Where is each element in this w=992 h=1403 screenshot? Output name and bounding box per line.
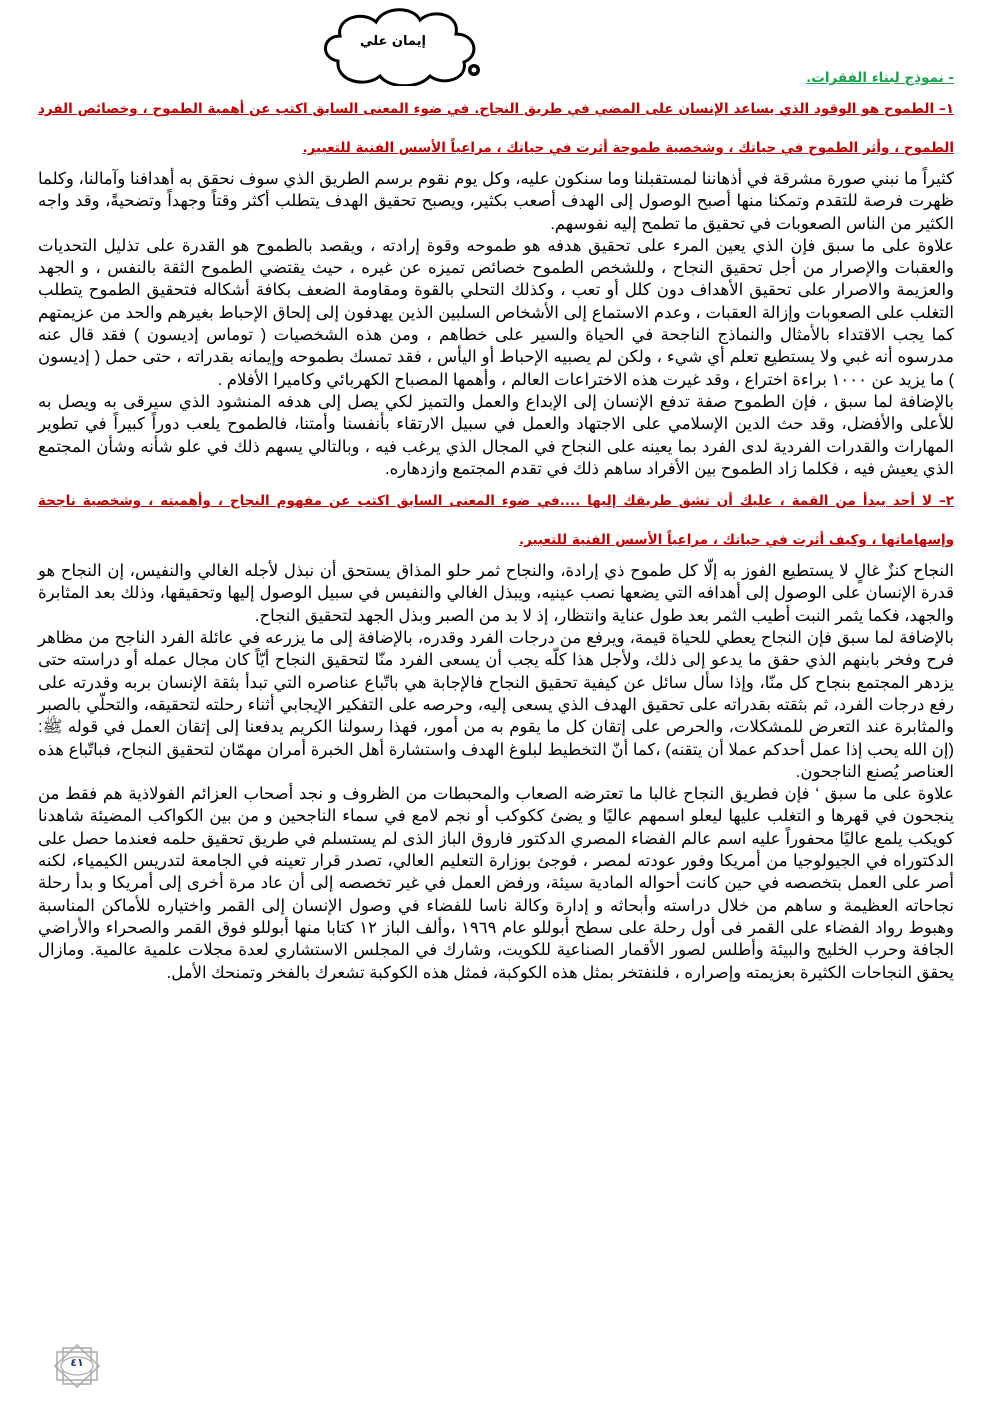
paragraph: علاوة على ما سبق فإن الذي يعين المرء على تحقيق هدفه هو طموحه وقوة إرادته ، ويقصد بالطموح هو القدرة على تذليل التحديات والعقبات والإصرار من أجل تحقيق النجاح ، وللشخص الطموح خصائص تميزه عن غيره ، حيث يقتضي الطموح الثقة بالنفس ، و الجهد والعزيمة والاصرار على تحقيق الأهداف دون كلل أو تعب ، وكذلك التحلي بالقوة ومقاومة الضعف بكافة أشكاله فتحقيق الطموح يتطلب التغلب على الصعوبات وإزالة العقبات ، وعدم الاستماع إلى الأشخاص السلبين الذين يهدفون إلى إلحاق الإحباط بغيرهم والحد من عزيمتهم كما يجب الاقتداء بالأمثال والنماذج الناجحة في الحياة والسير على خطاهم ، ومن هذه الشخصيات ( توماس إديسون ) فقد قال عنه مدرسوه أنه غبي ولا يستطيع تعلم أي شيء ، ولكن لم يصبيه الإحباط أو اليأس ، فقد تمسك بطموحه وإيمانه بقدراته ، حتى حمل ( إديسون ) ما يزيد عن ١٠٠٠ براءة اختراع ، وقد غيرت هذه الاختراعات العالم ، وأهمها المصباح الكهربائي وكاميرا الأفلام . xyxy=(38,236,954,389)
author-name: إيمان علي xyxy=(360,34,426,49)
topic-2 xyxy=(38,482,954,984)
topic-prompt: ١– الطموح هو الوقود الذي يساعد الإنسان على المضي في طريق النجاح. في ضوء المعنى السابق اكتب عن أهمية الطموح ، وخصائص الفرد الطموح ، وأثر الطموح في حياتك ، وشخصية طموحة أثرت في حياتك ، مراعياً الأسس الفنية للتعبير. xyxy=(38,101,954,156)
page-number: ٤١ xyxy=(70,1356,84,1369)
topic-prompt: ٢– لا أحد يبدأ من القمة ، عليك أن تشق طريقك إليها ....في ضوء المعنى السابق اكتب عن مفهوم النجاح ، وأهميته ، وشخصية ناجحة وإسهاماتها ، وكيف أثرت في حياتك ، مراعياً الأسس الفنية للتعبير. xyxy=(38,493,954,549)
paragraph: النجاح كنزٌ غالٍ لا يستطيع الفوز به إلّا كل طموح ذي إرادة، والنجاح ثمر حلو المذاق يستحق أن نبذل لأجله الغالي والنفيس، إن النجاح هو قدرة الإنسان على الوصول إلى أهدافه التي يضعها نصب عينيه، ويبذل الغالي والنفيس في سبيل الوصول إليها وتحقيقها، وذلك بعد المثابرة والجهد، فكما يثمر النبت أطيب الثمر بعد طول عناية وانتظار، إذ لا بد من الصبر وبذل الجهد لتحقيق النجاح. xyxy=(38,562,954,625)
paragraph: بالإضافة لما سبق ، فإن الطموح صفة تدفع الإنسان إلى الإبداع والعمل والتميز لكي يصل إلى هدفه المنشود الذي سيرقى به ويصل به للأعلى والأفضل، وقد حث الدين الإسلامي على الاجتهاد والعمل في سبيل الارتقاء بأنفسنا وأمتنا، فالطموح يلعب دوراً كبيراً في تطوير المهارات والقدرات الفردية لدى الفرد بما يعينه على النجاح في المجال الذي يرغب فيه ، وبالتالي يسهم ذلك في علو شأنه وشأن المجتمع الذي يعيش فيه ، فكلما زاد الطموح بين الأفراد ساهم ذلك في تقدم المجتمع وازدهاره. xyxy=(38,392,954,478)
paragraph: بالإضافة لما سبق فإن النجاح يعطي للحياة قيمة، ويرفع من درجات الفرد وقدره، بالإضافة إلى ما يزرعه في عائلة الفرد الناجح من مظاهر فرح وفخر بابنهم الذي حقق ما يدعو إلى ذلك، ولأجل هذا كلّه يجب أن يسعى الفرد منّا لتحقيق النجاح أيّاً كان مجال عمله أو دراسته حتى يزدهر المجتمع بنجاح كل منّا، وإذا سأل سائل عن كيفية تحقيق النجاح فالإجابة هي باتّباع عناصره التي تبدأ بثقة الإنسان بربه وقدرته على رفع درجات الفرد، ثم بثقته بقدراته على تحقيق الهدف الذي يسعى إليه، وحرصه على التفكير الإيجابي أثناء رحلته لتحقيقه، والتحلّي بالصبر والمثابرة عند التعرض للمشكلات، والحرص على إتقان كل ما يقوم به من أمور، فهذا رسولنا الكريم يدفعنا إلى إتقان العمل في قوله ﷺ: (إن الله يحب إذا عمل أحدكم عملا أن يتقنه) ،كما أنّ التخطيط لبلوغ الهدف واستشارة أهل الخبرة أمران مهمّان لتحقيق النجاح، فباتّباع هذه العناصر يُصنع الناجحون. xyxy=(38,629,954,781)
paragraph: علاوة على ما سبق ‘ فإن فطريق النجاح غالبا ما تعترضه الصعاب والمحبطات من الظروف و نجد أصحاب العزائم الفولاذية هم فقط من ينجحون في قهرها و التغلب عليها ليعلو اسمهم عاليًا و يضئ ككوكب أو نجم لامع في سماء الناجحين و من بين الكواكب المضيئة شاهدنا كويكب يلمع عاليًا محفوراً عليه اسم عالم الفضاء المصري الدكتور فاروق الباز الذى لم يستسلم في طريق تحقيق حلمه فعندما حصل على الدكتوراه في الجيولوجيا من أمريكا وفور عودته لمصر ، فوجئ بوزارة التعليم العالي، تصدر قرار تعينه في الجامعة لتدريس الكيمياء، لكنه أصر على العمل بتخصصه في حين كانت أحواله المادية سيئة، ورفض العمل في غير تخصصه إلى أن عاد مرة أخرى إلى أمريكا و بدأ رحلة نجاحاته العظيمة و ساهم من خلال دراسته وأبحاثه و إدارة وكالة ناسا للفضاء في وصول الإنسان إلى القمر واختياره للأماكن المناسبة وهبوط رواد الفضاء على القمر فى أول رحلة على سطح أبوللو عام ١٩٦٩ ،وألف الباز ١٢ كتابا منها أبوللو فوق القمر والصحراء والأراضي الجافة وحرب الخليج والبيئة وأطلس لصور الأقمار الصناعية للكويت، وشارك في المجلس الاستشاري لعدة مجلات علمية عالمية. ومازال يحقق النجاحات الكثيرة بعزيمته وإصراره ، فلنفتخر بمثل هذه الكوكبة، فمثل هذه الكوكبة تشعرك بالفخر وتمنحك الأمل. xyxy=(38,785,954,982)
section-title: - نموذج لبناء الفقرات. xyxy=(806,70,954,86)
page-number-badge xyxy=(52,1344,102,1388)
topic-1 xyxy=(38,90,954,480)
document-body xyxy=(38,64,954,984)
paragraph: كثيراً ما نبني صورة مشرقة في أذهاننا لمستقبلنا وما سنكون عليه، وكل يوم نقوم برسم الطريق الذي سوف نحقق به أهدافنا وآمالنا، وكلما ظهرت فرصة للتقدم وتمكنا منها أصبح الوصول إلى الهدف أصعب بكثير، ويصبح تحقيق الهدف يتطلب أكثر وقتاً وجهداً وتضحيةً، وقد واجه الكثير من الناس الصعوبات في تحقيق ما تطمح إليه نفوسهم. xyxy=(38,170,954,233)
